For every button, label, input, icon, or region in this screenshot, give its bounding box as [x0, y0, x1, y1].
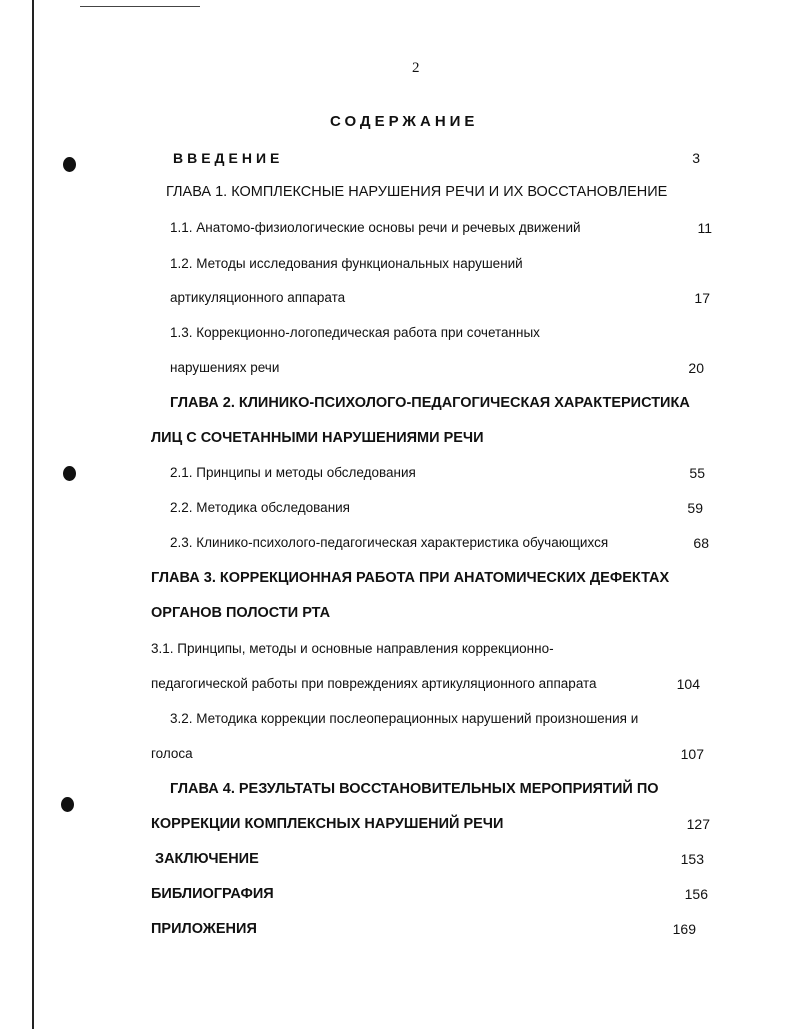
punch-hole — [63, 466, 76, 481]
toc-chapter: ГЛАВА 2. КЛИНИКО-ПСИХОЛОГО-ПЕДАГОГИЧЕСКАЯ ХАРАКТЕРИСТИКА — [170, 395, 690, 411]
toc-page: 68 — [693, 535, 709, 551]
toc-page: 104 — [676, 676, 700, 692]
toc-page: 127 — [686, 816, 710, 832]
toc-entry: нарушениях речи — [170, 360, 280, 375]
toc-page: 55 — [689, 465, 705, 481]
toc-page: 153 — [680, 851, 704, 867]
toc-chapter: ГЛАВА 4. РЕЗУЛЬТАТЫ ВОССТАНОВИТЕЛЬНЫХ МЕРОПРИЯТИЙ ПО — [170, 781, 659, 797]
toc-entry: ВВЕДЕНИЕ — [173, 150, 284, 166]
toc-entry: голоса — [151, 746, 193, 761]
toc-chapter: ЛИЦ С СОЧЕТАННЫМИ НАРУШЕНИЯМИ РЕЧИ — [151, 430, 484, 446]
toc-entry: 2.1. Принципы и методы обследования — [170, 465, 416, 480]
toc-chapter: ЗАКЛЮЧЕНИЕ — [155, 851, 259, 867]
toc-entry: артикуляционного аппарата — [170, 290, 346, 305]
scan-artifact-line — [80, 6, 200, 7]
toc-page: 11 — [697, 220, 712, 236]
toc-entry: 1.2. Методы исследования функциональных нарушений — [170, 256, 523, 271]
toc-chapter: ПРИЛОЖЕНИЯ — [151, 921, 257, 937]
toc-entry: 1.1. Анатомо-физиологические основы речи и речевых движений — [170, 220, 581, 235]
page-edge — [32, 0, 34, 1029]
toc-chapter: ГЛАВА 1. КОМПЛЕКСНЫЕ НАРУШЕНИЯ РЕЧИ И ИХ ВОССТАНОВЛЕНИЕ — [166, 184, 668, 200]
toc-chapter: КОРРЕКЦИИ КОМПЛЕКСНЫХ НАРУШЕНИЙ РЕЧИ — [151, 816, 504, 832]
toc-entry: 1.3. Коррекционно-логопедическая работа при сочетанных — [170, 325, 540, 340]
toc-page: 20 — [688, 360, 704, 376]
toc-page: 169 — [672, 921, 696, 937]
toc-page: 156 — [684, 886, 708, 902]
toc-entry: 2.3. Клинико-психолого-педагогическая характеристика обучающихся — [170, 535, 609, 550]
toc-entry: 2.2. Методика обследования — [170, 500, 350, 515]
toc-chapter: ГЛАВА 3. КОРРЕКЦИОННАЯ РАБОТА ПРИ АНАТОМИЧЕСКИХ ДЕФЕКТАХ — [151, 570, 670, 586]
toc-title: СОДЕРЖАНИЕ — [330, 113, 479, 130]
punch-hole — [63, 157, 76, 172]
toc-entry: 3.2. Методика коррекции послеоперационных нарушений произношения и — [170, 711, 639, 726]
punch-hole — [61, 797, 74, 812]
toc-page: 17 — [694, 290, 710, 306]
toc-page: 3 — [692, 150, 700, 166]
toc-chapter: БИБЛИОГРАФИЯ — [151, 886, 274, 902]
toc-entry: педагогической работы при повреждениях артикуляционного аппарата — [151, 676, 597, 691]
toc-entry: 3.1. Принципы, методы и основные направления коррекционно- — [151, 641, 554, 656]
toc-chapter: ОРГАНОВ ПОЛОСТИ РТА — [151, 605, 331, 621]
toc-page: 59 — [687, 500, 703, 516]
toc-page: 107 — [680, 746, 704, 762]
